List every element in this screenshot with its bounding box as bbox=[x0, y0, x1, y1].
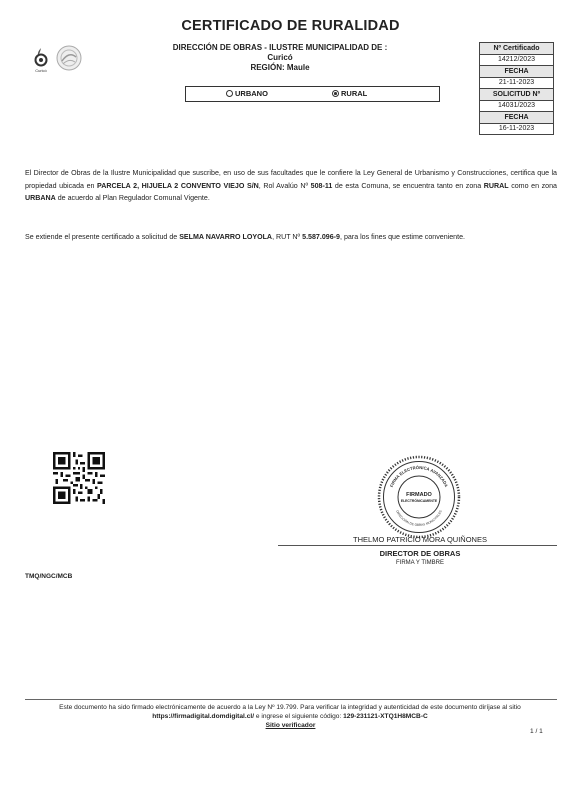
applicant-rut: 5.587.096-9 bbox=[302, 233, 340, 241]
qr-code-icon[interactable] bbox=[53, 452, 105, 504]
document-initials: TMQ/NGC/MCB bbox=[25, 573, 73, 580]
zone-selector bbox=[185, 86, 440, 102]
request-date-value: 16-11-2023 bbox=[480, 123, 554, 135]
radio-rural[interactable] bbox=[332, 90, 339, 97]
cert-date-value: 21-11-2023 bbox=[480, 77, 554, 89]
applicant-name: SELMA NAVARRO LOYOLA bbox=[179, 233, 273, 241]
cert-date-label: FECHA bbox=[480, 66, 554, 78]
rol-avaluo: 508-11 bbox=[310, 181, 333, 190]
certification-paragraph: El Director de Obras de la Ilustre Municipalidad que suscribe, en uso de sus facultades que le confiere la Ley General de Urbanismo y Construcciones, certifica que la propiedad ubicada en PARCELA 2, HIJUELA 2 CONVENTO VIEJO S/N, Rol Avalúo Nº 508-11 de esta Comuna, se encuentra tanto en zona RURAL como en zona URBANA de acuerdo al Plan Regulador Comunal Vigente. bbox=[25, 169, 557, 202]
municipal-logo-icon bbox=[31, 45, 51, 75]
header-line-3: REGIÓN: Maule bbox=[250, 63, 310, 72]
zone-label-urbano: URBANO bbox=[235, 89, 268, 98]
header-line-2: Curicó bbox=[267, 53, 293, 62]
zone-option-rural[interactable] bbox=[332, 89, 367, 98]
zone-rural: RURAL bbox=[483, 181, 509, 190]
signature-line bbox=[278, 545, 557, 546]
cert-number-value: 14212/2023 bbox=[480, 54, 554, 66]
verification-code: 129-231121-XTQ1H8MCB-C bbox=[343, 712, 428, 720]
certificate-info-table bbox=[479, 42, 554, 135]
seal-icon bbox=[56, 45, 82, 71]
header-line-1: DIRECCIÓN DE OBRAS - ILUSTRE MUNICIPALIDAD DE : bbox=[172, 43, 388, 52]
verification-url[interactable]: https://firmadigital.domdigital.cl/ bbox=[152, 712, 255, 720]
cert-number-label: Nº Certificado bbox=[480, 43, 554, 55]
footer-note: Este documento ha sido firmado electrónicamente de acuerdo a la Ley Nº 19.799. Para verificar la integridad y autenticidad de este documento diríjase al sitio https://firmadigital.domdigital.cl/ e ingrese el siguiente código: 129-231121-XTQ1H8MCB-C bbox=[59, 704, 521, 720]
signature-subtitle: FIRMA Y TIMBRE bbox=[395, 560, 444, 566]
property-address: PARCELA 2, HIJUELA 2 CONVENTO VIEJO S/N bbox=[97, 181, 259, 190]
request-date-label: FECHA bbox=[480, 112, 554, 124]
document-title: CERTIFICADO DE RURALIDAD bbox=[181, 18, 400, 34]
stamp-ring-top: FIRMA ELECTRÓNICA AVANZADA bbox=[388, 464, 450, 488]
verifier-site-link[interactable]: Sitio verificador bbox=[265, 722, 316, 729]
signer-role: DIRECTOR DE OBRAS bbox=[379, 549, 461, 558]
stamp-ring-bottom: DIRECCIÓN DE OBRAS MUNICIPALES bbox=[395, 509, 443, 528]
request-paragraph: Se extiende el presente certificado a solicitud de SELMA NAVARRO LOYOLA, RUT Nº 5.587.096-9, para los fines que estime conveniente. bbox=[25, 233, 466, 241]
electronic-signature-stamp-icon bbox=[377, 455, 461, 539]
logo-label: Curicó bbox=[35, 68, 47, 73]
zone-urbana: URBANA bbox=[25, 194, 56, 202]
request-number-value: 14031/2023 bbox=[480, 100, 554, 112]
zone-label-rural: RURAL bbox=[341, 89, 368, 98]
signer-name: THELMO PATRICIO MORA QUIÑONES bbox=[353, 535, 487, 544]
zone-option-urbano[interactable] bbox=[226, 89, 268, 98]
stamp-center-line-2: ELECTRÓNICAMENTE bbox=[400, 499, 438, 503]
stamp-center-line-1: FIRMADO bbox=[406, 492, 432, 498]
radio-urbano[interactable] bbox=[226, 90, 233, 97]
page-number: 1 / 1 bbox=[530, 728, 543, 735]
footer-divider bbox=[25, 699, 557, 700]
request-number-label: SOLICITUD Nº bbox=[480, 89, 554, 101]
